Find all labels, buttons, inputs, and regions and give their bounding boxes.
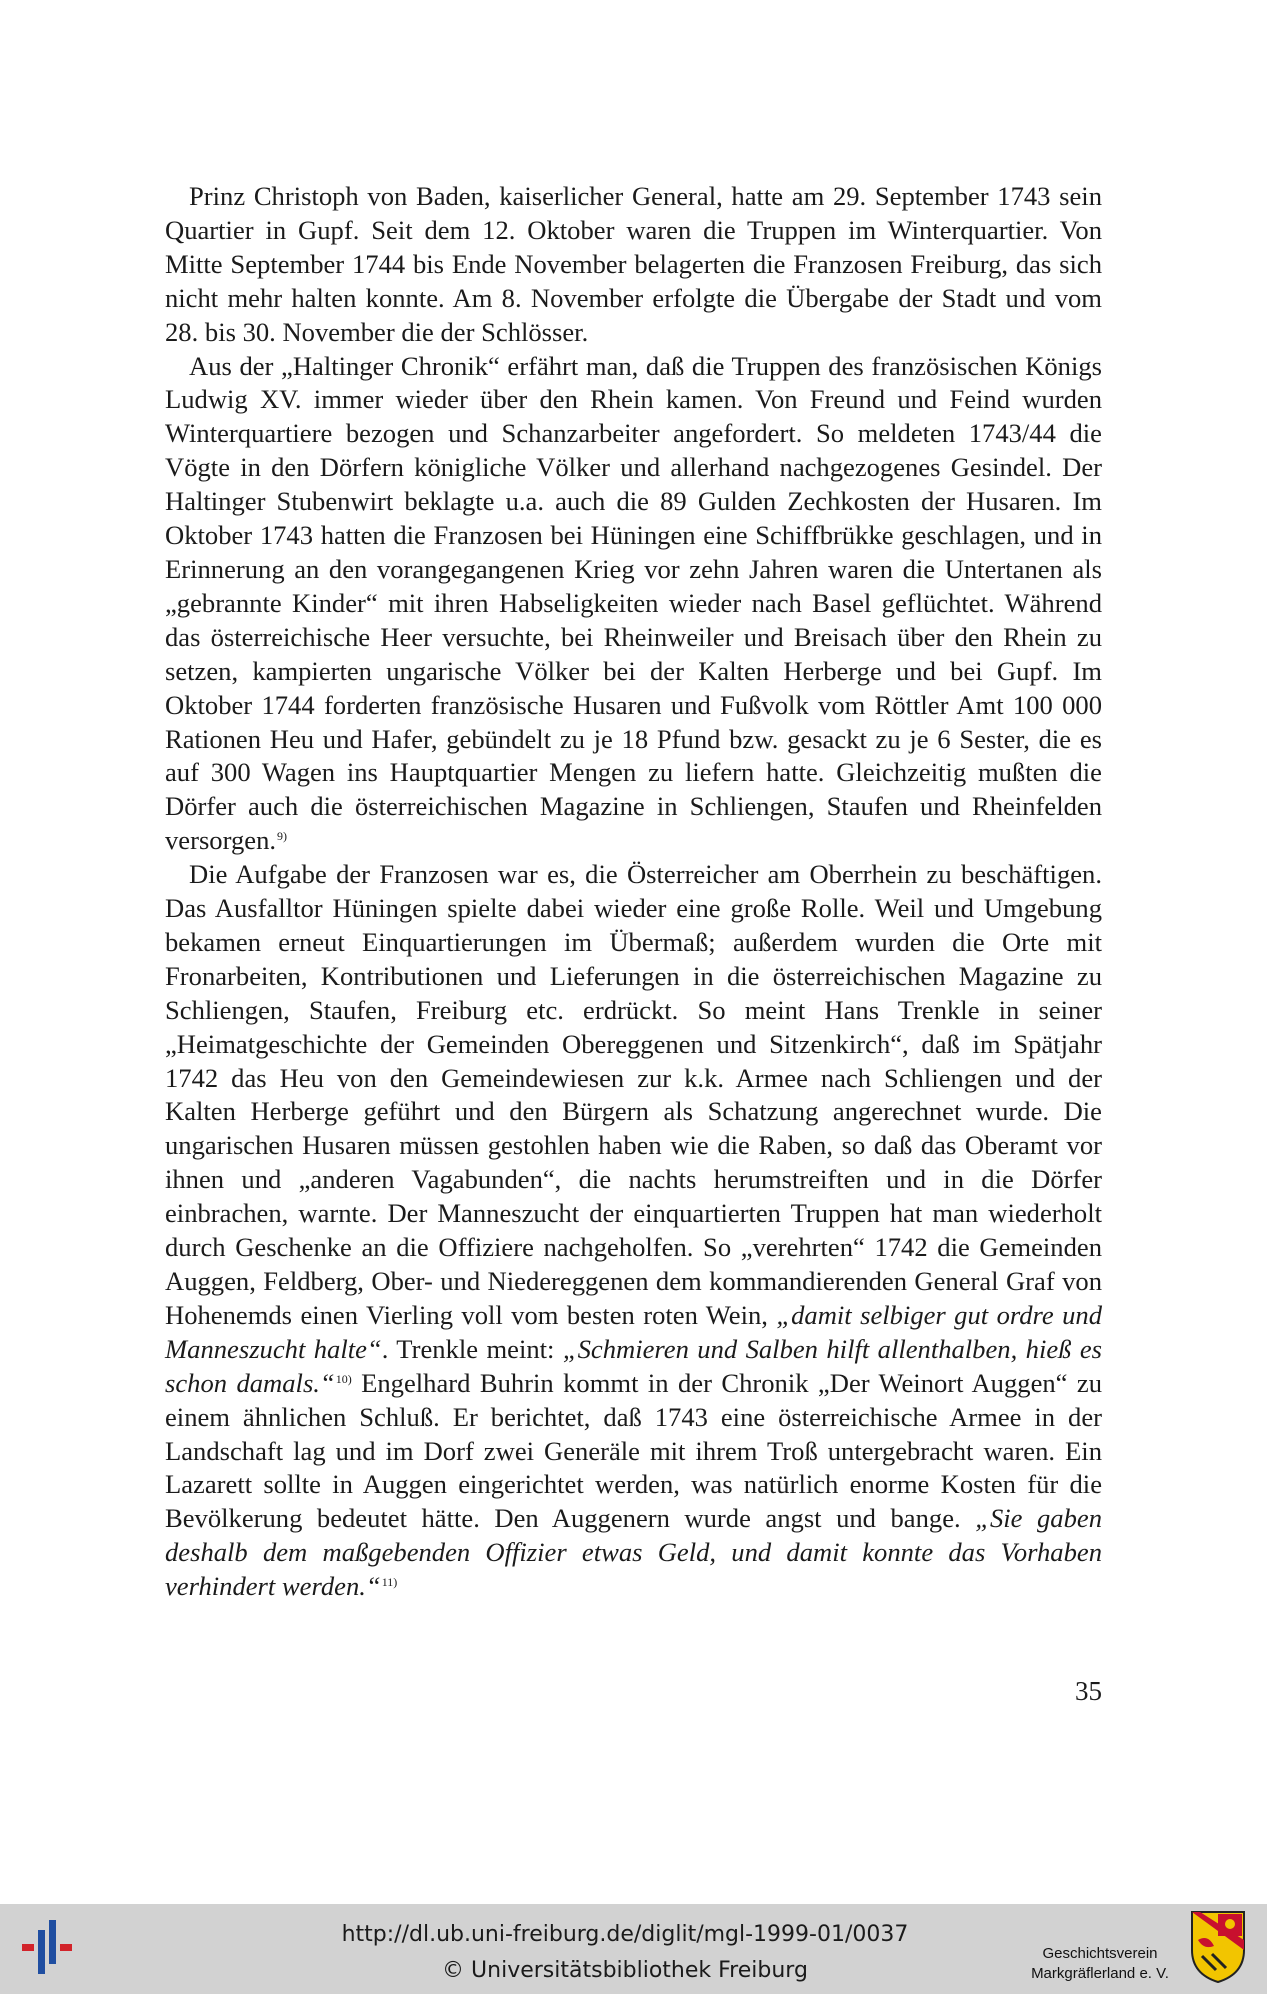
italic-quote: „Schmieren und Salben hilft allenthalben, hieß es schon damals.“: [165, 1333, 1102, 1398]
text-run: Aus der „Haltinger Chronik“ erfährt man, daß die Truppen des französischen Königs Ludwig XV. immer wieder über den Rhein kamen. Von Freund und Feind wurden Winterquartiere bezogen und Schanzarbeiter angefordert. So meldeten 1743/44 die Vögte in den Dörfern königliche Völker und allerhand nachgezogenes Gesindel. Der Haltinger Stubenwirt beklagte u.a. auch die 89 Gulden Zechkosten der Husaren. Im Oktober 1743 hatten die Franzosen bei Hüningen eine Schiffbrükke geschlagen, und in Erinnerung an den vorangegangenen Krieg vor zehn Jahren waren die Untertanen als „gebrannte Kinder“ mit ihren Habseligkeiten wieder nach Basel geflüchtet. Während das österreichische Heer versuchte, bei Rheinweiler und Breisach über den Rhein zu setzen, kampierten ungarische Völker bei der Kalten Herberge und bei Gupf. Im Oktober 1744 forderten französische Husaren und Fußvolk vom Röttler Amt 100 000 Rationen Heu und Hafer, gebündelt zu je 18 Pfund bzw. gesackt zu je 6 Sester, die es auf 300 Wagen ins Hauptquartier Mengen zu liefern hatte. Gleichzeitig mußten die Dörfer auch die österreichischen Magazine in Schliengen, Staufen und Rheinfelden versorgen.: [165, 350, 1102, 856]
footnote-marker: 10): [335, 1371, 352, 1386]
italic-quote: „Sie gaben deshalb dem maßgebenden Offizier etwas Geld, und damit konnte das Vorhaben verhindert werden.“: [165, 1503, 1102, 1602]
footnote-marker: 11): [381, 1575, 398, 1590]
source-url-link[interactable]: http://dl.ub.uni-freiburg.de/diglit/mgl-1999-01/0037: [341, 1922, 909, 1947]
text-run: Engelhard Buhrin kommt in der Chronik „Der Weinort Auggen“ zu einem ähnlichen Schluß. Er berichtet, daß 1743 eine österreichische Armee in der Landschaft lag und im Dorf zwei Generäle mit ihrem Troß untergebracht waren. Ein Lazarett sollte in Auggen eingerichtet werden, was natürlich enorme Kosten für die Bevölkerung bedeutet hätte. Den Auggenern wurde angst und bange.: [165, 1367, 1102, 1534]
italic-quote: „damit selbiger gut ordre und Manneszucht halte“: [165, 1299, 1102, 1364]
footnote-marker: 9): [277, 829, 288, 844]
society-name: [1010, 1944, 1190, 1984]
copyright-text: © Universitätsbibliothek Freiburg: [442, 1958, 808, 1983]
paragraph: [165, 858, 1102, 1604]
society-line-1: Geschichtsverein: [1042, 1945, 1158, 1962]
footer-bar: [0, 1904, 1267, 1994]
page-number: 35: [1075, 1676, 1102, 1706]
text-run: Die Aufgabe der Franzosen war es, die Österreicher am Oberrhein zu beschäftigen. Das Ausfalltor Hüningen spielte dabei wieder eine große Rolle. Weil und Umgebung bekamen erneut Einquartierungen im Übermaß; außerdem wurden die Orte mit Fronarbeiten, Kontributionen und Lieferungen in die österreichischen Magazine zu Schliengen, Staufen, Freiburg etc. erdrückt. So meint Hans Trenkle in seiner „Heimatgeschichte der Gemeinden Obereggenen und Sitzenkirch“, daß im Spätjahr 1742 das Heu von den Gemeindewiesen zur k.k. Armee nach Schliengen und der Kalten Herberge geführt und den Bürgern als Schatzung angerechnet wurde. Die ungarischen Husaren müssen gestohlen haben wie die Raben, so daß das Oberamt vor ihnen und „anderen Vagabunden“, die nachts herumstreiften und in die Dörfer einbrachen, warnte. Der Manneszucht der einquartierten Truppen hat man wiederholt durch Geschenke an die Offiziere nachgeholfen. So „verehrten“ 1742 die Gemeinden Auggen, Feldberg, Ober- und Niedereggenen dem kommandierenden General Graf von Hohenemds einen Vierling voll vom besten roten Wein,: [165, 859, 1102, 1330]
society-line-2: Markgräflerland e. V.: [1031, 1965, 1169, 1982]
ub-freiburg-logo-icon[interactable]: [22, 1920, 82, 1980]
text-run: . Trenkle meint:: [381, 1333, 563, 1364]
text-run: Prinz Christoph von Baden, kaiserlicher General, hatte am 29. September 1743 sein Quartier in Gupf. Seit dem 12. Oktober waren die Truppen im Winterquartier. Von Mitte September 1744 bis Ende November belagerten die Franzosen Freiburg, das sich nicht mehr halten konnte. Am 8. November erfolgte die Übergabe der Stadt und vom 28. bis 30. November die der Schlösser.: [165, 181, 1102, 347]
markgraeflerland-crest-icon[interactable]: [1190, 1910, 1246, 1984]
paragraph: [165, 350, 1102, 859]
paragraph: [165, 180, 1102, 350]
article-body: [165, 180, 1102, 1604]
